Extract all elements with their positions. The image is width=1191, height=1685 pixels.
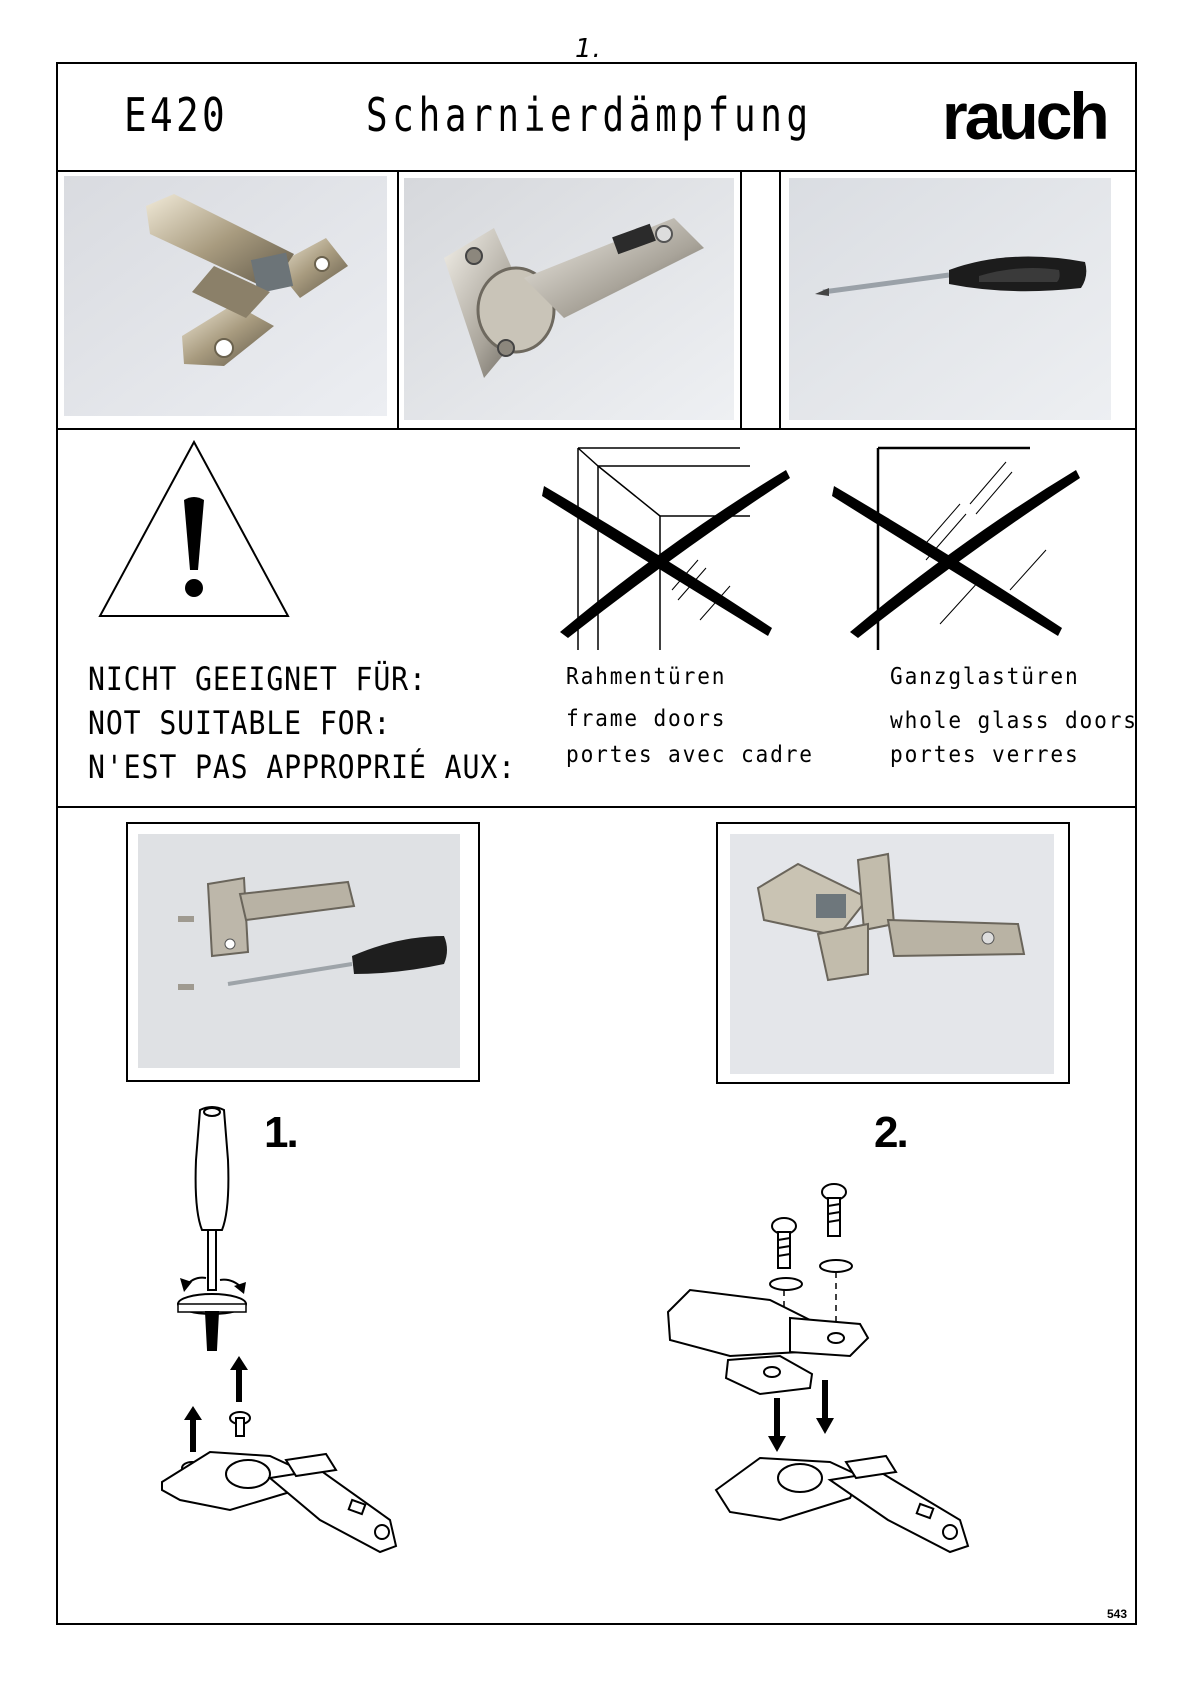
page-title: Scharnierdämpfung [366,88,813,142]
glass-door-crossed-icon [830,440,1090,650]
step1-label: 1. [264,1108,297,1157]
divider [397,170,399,428]
page-number: 1. [575,34,602,64]
warning-line-fr: N'EST PAS APPROPRIÉ AUX: [88,748,517,786]
screwdriver-photo [789,178,1111,420]
step2-label: 2. [874,1108,907,1157]
divider [56,806,1137,808]
product-code: E420 [124,88,228,142]
damper-photo [64,176,387,416]
glass-doors-fr: portes verres [890,742,1080,768]
step1-photo [126,822,480,1082]
hinge-photo [404,178,734,420]
frame-doors-de: Rahmentüren [566,664,727,690]
warning-icon [96,438,292,620]
divider [56,428,1137,430]
frame-doors-fr: portes avec cadre [566,742,814,768]
warning-line-de: NICHT GEEIGNET FÜR: [88,660,427,698]
brand-logo: rauch [942,79,1107,153]
glass-doors-en: whole glass doors [890,708,1138,734]
frame-doors-en: frame doors [566,706,727,732]
document-number: 543 [1107,1607,1128,1621]
step1-illustration [150,1100,450,1560]
divider [56,170,1137,172]
step2-illustration [660,1180,1060,1560]
frame-door-crossed-icon [540,440,800,650]
warning-line-en: NOT SUITABLE FOR: [88,704,392,742]
glass-doors-de: Ganzglastüren [890,664,1080,690]
divider [740,170,742,428]
step2-photo [716,822,1070,1084]
divider [779,170,781,428]
